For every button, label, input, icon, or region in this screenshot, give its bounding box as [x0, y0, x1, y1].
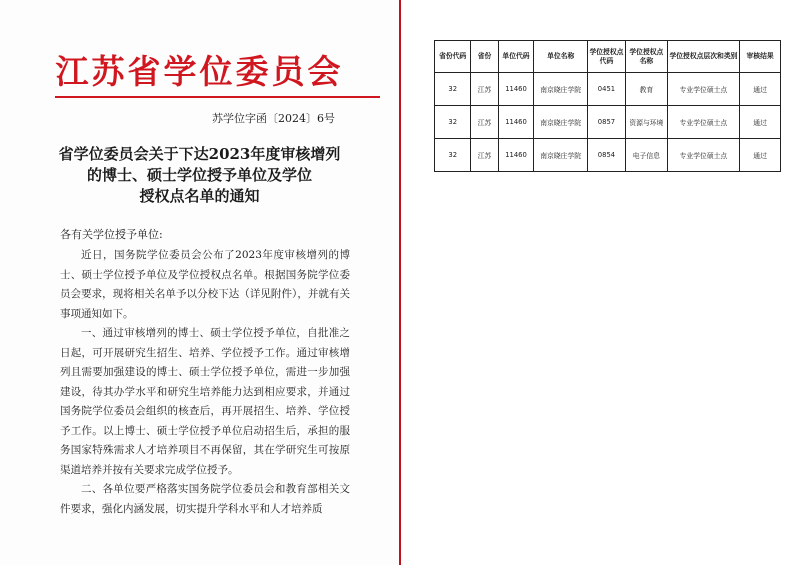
paragraph: 近日，国务院学位委员会公布了2023年度审核增列的博士、硕士学位授予单位及学位授权点名单。根据国务院学位委员会要求，现将相关名单予以分校下达（详见附件），并就有关事项通知如下。: [60, 249, 350, 320]
table-cell: 电子信息: [626, 139, 668, 172]
left-page: [0, 0, 399, 565]
table-cell: 江苏: [471, 73, 498, 106]
table-cell: 通过: [740, 106, 781, 139]
header-rule: [55, 96, 380, 98]
table-cell: 11460: [498, 73, 534, 106]
table-cell: 0854: [587, 139, 625, 172]
table-cell: 资源与环境: [626, 106, 668, 139]
document-title: [0, 144, 399, 207]
right-page: [401, 0, 799, 565]
table-cell: 11460: [498, 139, 534, 172]
table-cell: 江苏: [471, 139, 498, 172]
table-row: [435, 106, 781, 139]
table-cell: 专业学位硕士点: [667, 73, 739, 106]
title-line: 的博士、硕士学位授予单位及学位: [86, 166, 312, 184]
column-header: 学位授权点代码: [587, 41, 625, 73]
table-cell: 32: [435, 106, 471, 139]
table-cell: 32: [435, 139, 471, 172]
body-text: [60, 246, 350, 519]
column-header: 省份: [471, 41, 498, 73]
column-header: 单位名称: [534, 41, 587, 73]
table-cell: 通过: [740, 73, 781, 106]
table-header-row: [435, 41, 781, 73]
table-cell: 南京晓庄学院: [534, 139, 587, 172]
document-number: 苏学位字函〔2024〕6号: [212, 112, 335, 125]
column-header: 学位授权点层次和类别: [667, 41, 739, 73]
paragraph: 二、各单位要严格落实国务院学位委员会和教育部相关文件要求，强化内涵发展，切实提升学科水平和人才培养质: [60, 483, 350, 515]
column-header: 学位授权点名称: [626, 41, 668, 73]
annex-table: [434, 40, 781, 172]
table-cell: 通过: [740, 139, 781, 172]
column-header: 省份代码: [435, 41, 471, 73]
table-cell: 11460: [498, 106, 534, 139]
table-cell: 0451: [587, 73, 625, 106]
title-line: 授权点名单的通知: [139, 187, 260, 205]
table-cell: 教育: [626, 73, 668, 106]
table-cell: 江苏: [471, 106, 498, 139]
title-line: 省学位委员会关于下达2023年度审核增列: [58, 145, 341, 163]
table-row: [435, 139, 781, 172]
column-header: 审核结果: [740, 41, 781, 73]
document-header: 江苏省学位委员会: [55, 52, 344, 91]
paragraph: 一、通过审核增列的博士、硕士学位授予单位，自批准之日起，可开展研究生招生、培养、学位授予工作。通过审核增列且需要加强建设的博士、硕士学位授予单位，需进一步加强建设，待其办学水平和研究生培养能力达到相应要求，并通过国务院学位委员会组织的核查后，再开展招生、培养、学位授予工作。以上博士、硕士学位授予单位启动招生后，承担的服务国家特殊需求人才培养项目不再保留，其在学研究生可按原渠道培养并按有关要求完成学位授予。: [60, 327, 350, 476]
table-cell: 专业学位硕士点: [667, 106, 739, 139]
table-cell: 南京晓庄学院: [534, 73, 587, 106]
column-header: 单位代码: [498, 41, 534, 73]
table-cell: 32: [435, 73, 471, 106]
table-cell: 0857: [587, 106, 625, 139]
table-cell: 专业学位硕士点: [667, 139, 739, 172]
table-cell: 南京晓庄学院: [534, 106, 587, 139]
table-row: [435, 73, 781, 106]
salutation: 各有关学位授予单位:: [60, 228, 163, 241]
